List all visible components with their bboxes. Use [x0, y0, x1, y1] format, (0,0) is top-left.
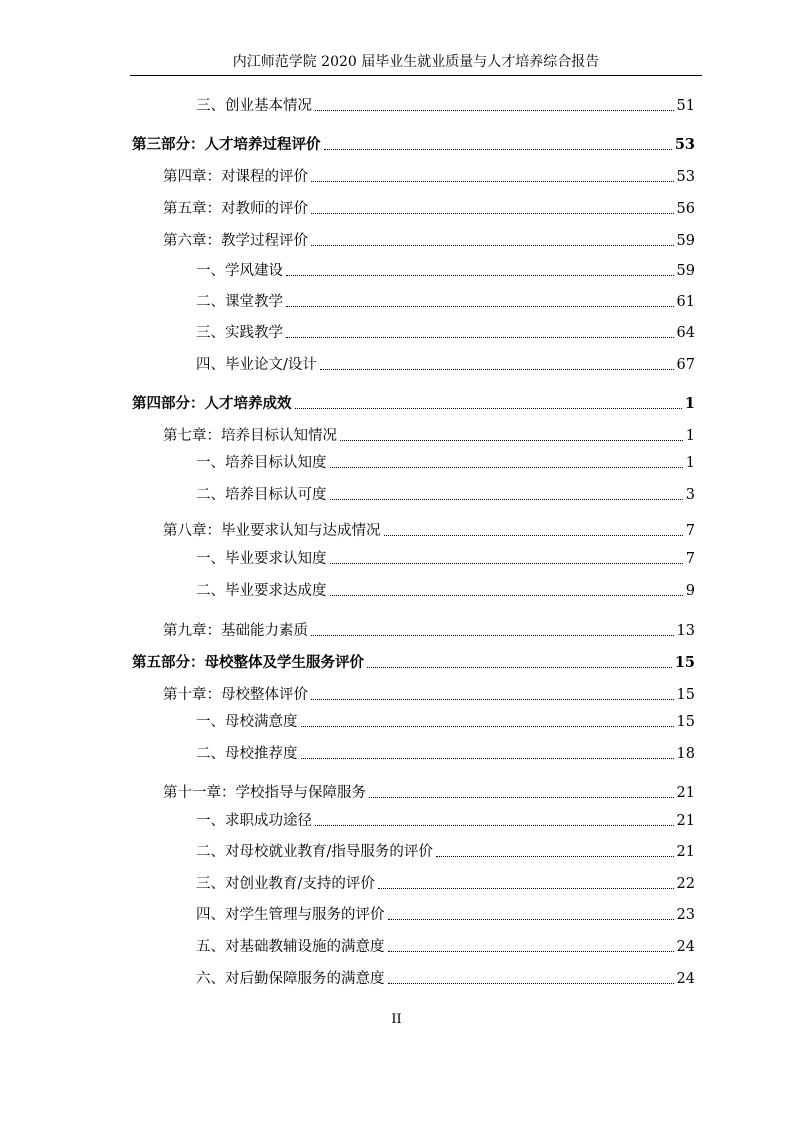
toc-section-entry[interactable]: [196, 905, 695, 925]
toc-section-entry[interactable]: [196, 485, 695, 505]
toc-entry-page: 21: [676, 844, 695, 860]
toc-leader-dots: [315, 110, 674, 111]
toc-section-entry[interactable]: [196, 842, 695, 862]
toc-leader-dots: [311, 635, 674, 636]
toc-entry-page: 1: [685, 455, 695, 471]
toc-part-entry[interactable]: [132, 135, 695, 155]
toc-entry-page: 3: [685, 487, 695, 503]
toc-entry-page: 1: [685, 428, 695, 444]
toc-entry-page: 51: [676, 98, 695, 114]
toc-entry-label: 四、毕业论文/设计: [196, 357, 317, 373]
toc-part-entry[interactable]: [132, 653, 695, 673]
toc-entry-page: 59: [676, 233, 695, 249]
toc-leader-dots: [311, 699, 674, 700]
toc-section-entry[interactable]: [196, 323, 695, 343]
toc-section-entry[interactable]: [196, 292, 695, 312]
toc-chapter-entry[interactable]: [163, 199, 695, 219]
toc-leader-dots: [320, 369, 674, 370]
toc-entry-label: 第十章：母校整体评价: [163, 687, 308, 703]
toc-chapter-entry[interactable]: [163, 685, 695, 705]
toc-entry-label: 第四部分：人才培养成效: [132, 395, 292, 412]
toc-leader-dots: [369, 797, 674, 798]
toc-entry-page: 15: [676, 687, 695, 703]
toc-leader-dots: [286, 275, 674, 276]
toc-entry-label: 三、实践教学: [196, 325, 283, 341]
toc-leader-dots: [330, 595, 683, 596]
toc-leader-dots: [388, 951, 674, 952]
toc-chapter-entry[interactable]: [163, 231, 695, 251]
toc-leader-dots: [436, 856, 674, 857]
toc-entry-label: 一、求职成功途径: [196, 813, 312, 829]
toc-entry-label: 一、毕业要求认知度: [196, 551, 327, 567]
toc-entry-label: 五、对基础教辅设施的满意度: [196, 939, 385, 955]
toc-leader-dots: [330, 499, 683, 500]
toc-entry-page: 21: [676, 785, 695, 801]
toc-entry-page: 59: [676, 263, 695, 279]
toc-leader-dots: [330, 563, 683, 564]
toc-entry-page: 15: [676, 714, 695, 730]
toc-entry-label: 二、对母校就业教育/指导服务的评价: [196, 844, 433, 860]
toc-entry-label: 第九章：基础能力素质: [163, 623, 308, 639]
toc-entry-label: 第五章：对教师的评价: [163, 201, 308, 217]
toc-section-entry[interactable]: [196, 811, 695, 831]
toc-entry-label: 二、毕业要求达成度: [196, 583, 327, 599]
toc-chapter-entry[interactable]: [163, 783, 695, 803]
toc-entry-label: 三、对创业教育/支持的评价: [196, 876, 375, 892]
toc-leader-dots: [367, 667, 672, 668]
toc-leader-dots: [311, 245, 674, 246]
toc-entry-page: 15: [674, 654, 695, 671]
toc-entry-page: 67: [676, 357, 695, 373]
toc-entry-label: 一、培养目标认知度: [196, 455, 327, 471]
toc-entry-label: 一、学风建设: [196, 263, 283, 279]
toc-entry-label: 第六章：教学过程评价: [163, 233, 308, 249]
toc-leader-dots: [388, 919, 674, 920]
toc-entry-page: 7: [685, 523, 695, 539]
page-number: II: [391, 1012, 402, 1027]
toc-entry-page: 22: [676, 876, 695, 892]
toc-entry-label: 第十一章：学校指导与保障服务: [163, 785, 366, 801]
toc-entry-label: 第五部分：母校整体及学生服务评价: [132, 654, 364, 671]
toc-entry-page: 1: [684, 395, 695, 412]
toc-entry-page: 53: [676, 169, 695, 185]
toc-entry-page: 23: [676, 907, 695, 923]
toc-entry-page: 24: [676, 971, 695, 987]
toc-entry-page: 21: [676, 813, 695, 829]
toc-leader-dots: [311, 213, 674, 214]
toc-section-entry[interactable]: [196, 874, 695, 894]
toc-leader-dots: [324, 149, 672, 150]
toc-entry-page: 56: [676, 201, 695, 217]
toc-entry-page: 9: [685, 583, 695, 599]
toc-entry-label: 四、对学生管理与服务的评价: [196, 907, 385, 923]
toc-leader-dots: [330, 467, 683, 468]
toc-entry-label: 一、母校满意度: [196, 714, 298, 730]
toc-entry-page: 53: [674, 136, 695, 153]
toc-leader-dots: [301, 726, 674, 727]
toc-leader-dots: [315, 825, 674, 826]
toc-entry-label: 第八章：毕业要求认知与达成情况: [163, 523, 381, 539]
toc-entry-label: 二、培养目标认可度: [196, 487, 327, 503]
toc-leader-dots: [388, 983, 674, 984]
toc-section-entry[interactable]: [196, 744, 695, 764]
toc-leader-dots: [378, 888, 674, 889]
toc-entry-page: 61: [676, 294, 695, 310]
toc-chapter-entry[interactable]: [163, 621, 695, 641]
toc-entry-page: 13: [676, 623, 695, 639]
toc-entry-label: 二、课堂教学: [196, 294, 283, 310]
toc-section-entry[interactable]: [196, 712, 695, 732]
toc-section-entry[interactable]: [196, 937, 695, 957]
toc-entry-label: 三、创业基本情况: [196, 98, 312, 114]
toc-leader-dots: [340, 440, 683, 441]
running-header: 内江师范学院 2020 届毕业生就业质量与人才培养综合报告: [232, 54, 600, 70]
toc-leader-dots: [286, 337, 674, 338]
toc-section-entry[interactable]: [196, 969, 695, 989]
toc-leader-dots: [311, 181, 674, 182]
toc-leader-dots: [301, 758, 674, 759]
toc-section-entry[interactable]: [196, 453, 695, 473]
toc-entry-label: 六、对后勤保障服务的满意度: [196, 971, 385, 987]
toc-leader-dots: [295, 408, 682, 409]
toc-section-entry[interactable]: [196, 549, 695, 569]
toc-leader-dots: [384, 535, 683, 536]
toc-section-entry[interactable]: [196, 581, 695, 601]
toc-leader-dots: [286, 306, 674, 307]
toc-section-entry[interactable]: [196, 96, 695, 116]
toc-entry-page: 7: [685, 551, 695, 567]
toc-chapter-entry[interactable]: [163, 167, 695, 187]
toc-entry-label: 第四章：对课程的评价: [163, 169, 308, 185]
toc-entry-page: 18: [676, 746, 695, 762]
toc-chapter-entry[interactable]: [163, 426, 695, 446]
toc-entry-page: 64: [676, 325, 695, 341]
toc-entry-page: 24: [676, 939, 695, 955]
toc-entry-label: 第三部分：人才培养过程评价: [132, 136, 321, 153]
toc-chapter-entry[interactable]: [163, 521, 695, 541]
toc-section-entry[interactable]: [196, 355, 695, 375]
toc-entry-label: 二、母校推荐度: [196, 746, 298, 762]
toc-part-entry[interactable]: [132, 394, 695, 414]
toc-entry-label: 第七章：培养目标认知情况: [163, 428, 337, 444]
toc-section-entry[interactable]: [196, 261, 695, 281]
